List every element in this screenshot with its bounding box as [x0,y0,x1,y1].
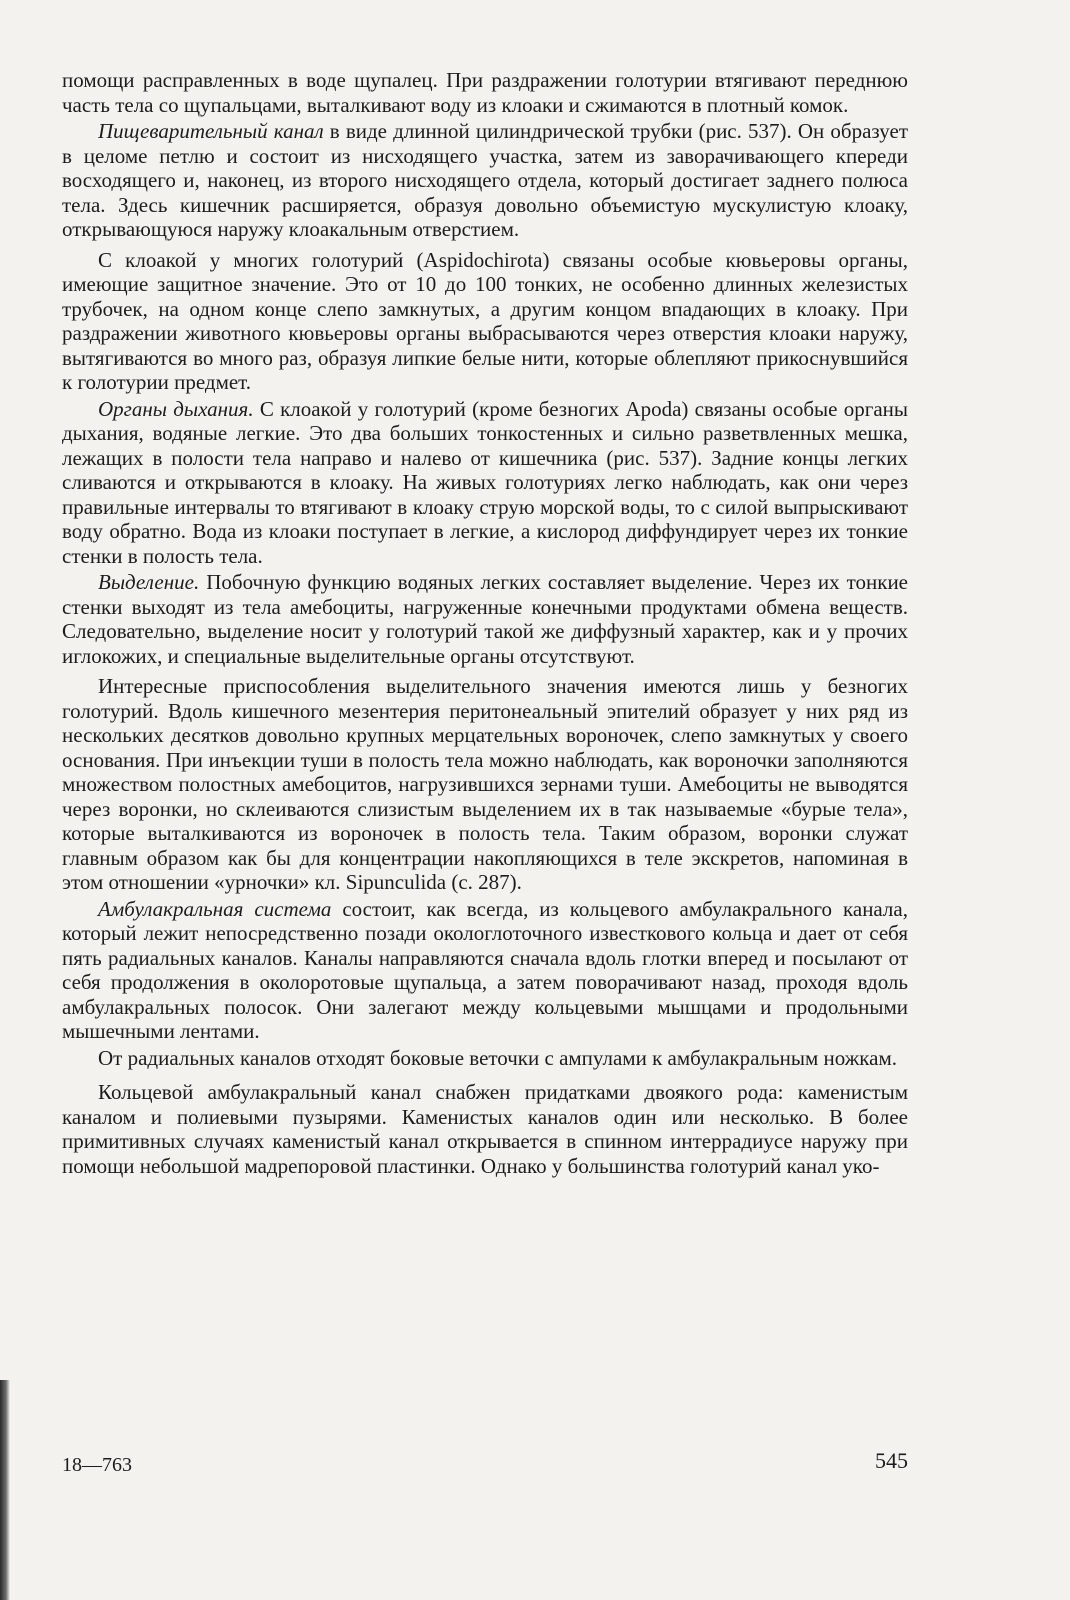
paragraph-text: помощи расправленных в воде щупалец. При раздражении голотурии втягивают переднюю часть тела со щупальцами, выталкивают воду из клоаки и сжимаются в плотный комок. [62,68,908,117]
printer-signature: 18—763 [62,1454,132,1476]
page-body [62,68,908,1180]
paragraph-text: состоит, как всегда, из кольцевого амбулакрального канала, который лежит непосредственно позади окологлоточного известкового кольца и дает от себя пять радиальных каналов. Каналы направляются сначала вдоль глотки вперед и посылают от себя продолжения в околоротовые щупальца, а затем поворачивают назад, проходя вдоль амбулакральных полосок. Они залегают между кольцевыми мышцами и продольными мышечными лентами. [62,896,908,1043]
paragraph-cuvierian-organs [62,248,908,395]
paragraph-continuation [62,68,908,117]
paragraph-radial-canals [62,1046,908,1071]
paragraph-respiration [62,397,908,569]
page-number: 545 [875,1448,908,1473]
paragraph-text: От радиальных каналов отходят боковые веточки с ампулами к амбулакральным ножкам. [98,1045,898,1070]
paragraph-text: С клоакой у голотурий (кроме безногих Apoda) связаны особые органы дыхания, водяные легкие. Это два больших тонкостенных и сильно разветвленных мешка, лежащих в полости тела направо и налево от кишечника (рис. 537). Задние концы легких сливаются и открываются в клоаку. На живых голотуриях легко наблюдать, как они через правильные интервалы то втягивают в клоаку струю морской воды, то с силой выпрыскивают воду обратно. Вода из клоаки поступает в легкие, а кислород диффундирует через их тонкие стенки в полость тела. [62,396,908,568]
paragraph-lead: Органы дыхания. [98,396,254,421]
paragraph-text: в виде длинной цилиндрической трубки (рис. 537). Он образует в целоме петлю и состоит из нисходящего участка, затем из заворачивающего кпереди восходящего и, наконец, из второго нисходящего отдела, который достигает заднего полюса тела. Здесь кишечник расширяется, образуя довольно объемистую мускулистую клоаку, открывающуюся наружу клоакальным отверстием. [62,119,908,241]
paragraph-lead: Выделение. [98,570,200,594]
paragraph-text: Интересные приспособления выделительного значения имеются лишь у безногих голотурий. Вдоль кишечного мезентерия перитонеальный эпителий образует у них ряд из нескольких десятков довольно крупных мерцательных вороночек, слепо замкнутых у своего основания. При инъекции туши в полость тела можно наблюдать, как вороночки заполняются множеством полостных амебоцитов, нагрузившихся зернами туши. Амебоциты не выводятся через воронки, но склеиваются слизистым выделением их в так называемые «бурые тела», которые выталкиваются из вороночек в полость тела. Таким образом, воронки служат главным образом как бы для концентрации накопляющихся в теле экскретов, напоминая в этом отношении «урночки» кл. Sipunculida (с. 287). [62,674,908,894]
book-spine-shadow [0,1380,10,1600]
paragraph-text: Кольцевой амбулакральный канал снабжен придатками двоякого рода: каменистым каналом и полиевыми пузырями. Каменистых каналов один или несколько. В более примитивных случаях каменистый канал открывается в спинном интеррадиусе наружу при помощи небольшой мадрепоровой пластинки. Однако у большинства голотурий канал уко- [62,1080,908,1178]
paragraph-lead: Амбулакральная система [98,896,332,921]
paragraph-digestive-canal [62,119,908,242]
paragraph-text: С клоакой у многих голотурий (Aspidochirota) связаны особые кювьеровы органы, имеющие защитное значение. Это от 10 до 100 тонких, не особенно длинных железистых трубочек, на одном конце слепо замкнутых, а другим концом впадающих в клоаку. При раздражении животного кювьеровы органы выбрасываются через отверстия клоаки наружу, вытягиваются во много раз, образуя липкие белые нити, которые облепляют прикоснувшийся к голотурии предмет. [62,247,908,394]
paragraph-lead: Пищеварительный канал [98,119,324,143]
paragraph-text: Побочную функцию водяных легких составляет выделение. Через их тонкие стенки выходят из тела амебоциты, нагруженные конечными продуктами обмена веществ. Следовательно, выделение носит у голотурий такой же диффузный характер, как и у прочих иглокожих, и специальные выделительные органы отсутствуют. [62,570,908,668]
paragraph-ring-canal [62,1080,908,1178]
paragraph-excretion [62,570,908,668]
paragraph-ambulacral-system [62,897,908,1044]
paragraph-excretory-adaptations [62,674,908,895]
page-footer [62,1448,908,1478]
